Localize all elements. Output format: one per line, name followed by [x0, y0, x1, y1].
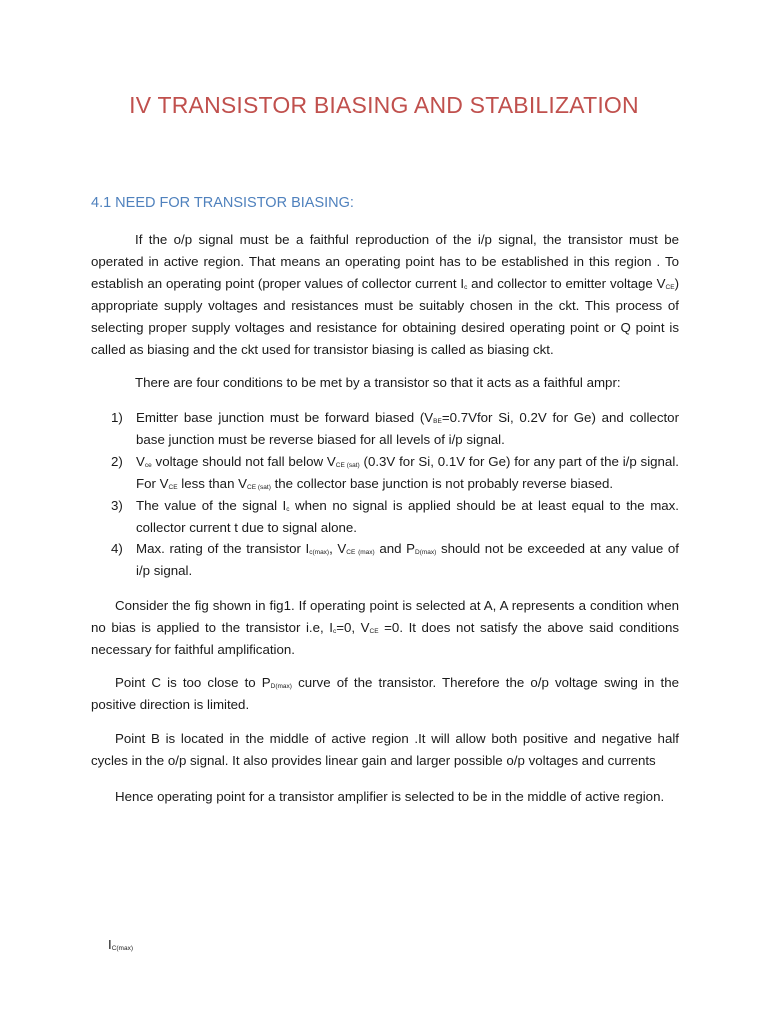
paragraph-point-b: Point B is located in the middle of active region .It will allow both positive and negative half cycles in the o/p signal. It also provides linear gain and larger possible o/p voltages and currents	[91, 731, 679, 768]
paragraph-point-c: Point C is too close to $P_{D(max)}$ curve of the transistor. Therefore the o/p voltage swing in the positive direction is limited.	[91, 675, 679, 712]
paragraph-operating-point-a: Consider the fig shown in fig1. If operating point is selected at A, A represents a condition when no bias is applied to the transistor i.e, $I_c=0$, $V_{CE} =0$. It does not satisfy the above said conditions necessary for faithful amplification.	[91, 598, 679, 657]
page-title: IV TRANSISTOR BIASING AND STABILIZATION	[129, 92, 639, 118]
paragraph-four-conditions: There are four conditions to be met by a transistor so that it acts as a faithful ampr:	[135, 375, 621, 390]
list-item: 3) The value of the signal $I_c$ when no signal is applied should be at least equal to the max. collector current t due to signal alone.	[111, 497, 680, 535]
graph-axis-label: $I_{C(max)}$	[108, 937, 134, 952]
list-item: 1) Emitter base junction must be forward biased ($V_{BE}=0.7Vfor$ Si, 0.2V for Ge) and collector base junction must be reverse biased for all levels of i/p signal.	[111, 410, 679, 447]
conditions-list	[91, 407, 679, 582]
list-item: 4) Max. rating of the transistor $I_{c(max)}$, $V_{CE (max)}$ and $P_{D(max)}$ should not be exceeded at any value of i/p signal.	[111, 541, 679, 579]
section-heading: 4.1 NEED FOR TRANSISTOR BIASING:	[91, 195, 354, 211]
list-item: 2) $V_{ce}$ voltage should not fall below $V_{CE (sat)}$ (0.3V for Si, 0.1V for Ge) for any part of the i/p signal. For $V_{CE}$ less than $V_{CE (sat)}$ the collector base junction is not probably reverse biased.	[111, 453, 679, 491]
paragraph-conclusion: Hence operating point for a transistor amplifier is selected to be in the middle of active region.	[115, 789, 665, 804]
paragraph-biasing-intro: If the o/p signal must be a faithful reproduction of the i/p signal, the transistor must be operated in active region. That means an operating point has to be established in this region . To establish an operating point (proper values of collector current $I_c$ and collector to emitter voltage $V_{CE}$) appropriate supply voltages and resistances must be suitably chosen in the ckt. This process of selecting proper supply voltages and resistance for obtaining desired operating point or Q point is called as biasing and the ckt used for transistor biasing is called as biasing ckt.	[91, 232, 679, 357]
